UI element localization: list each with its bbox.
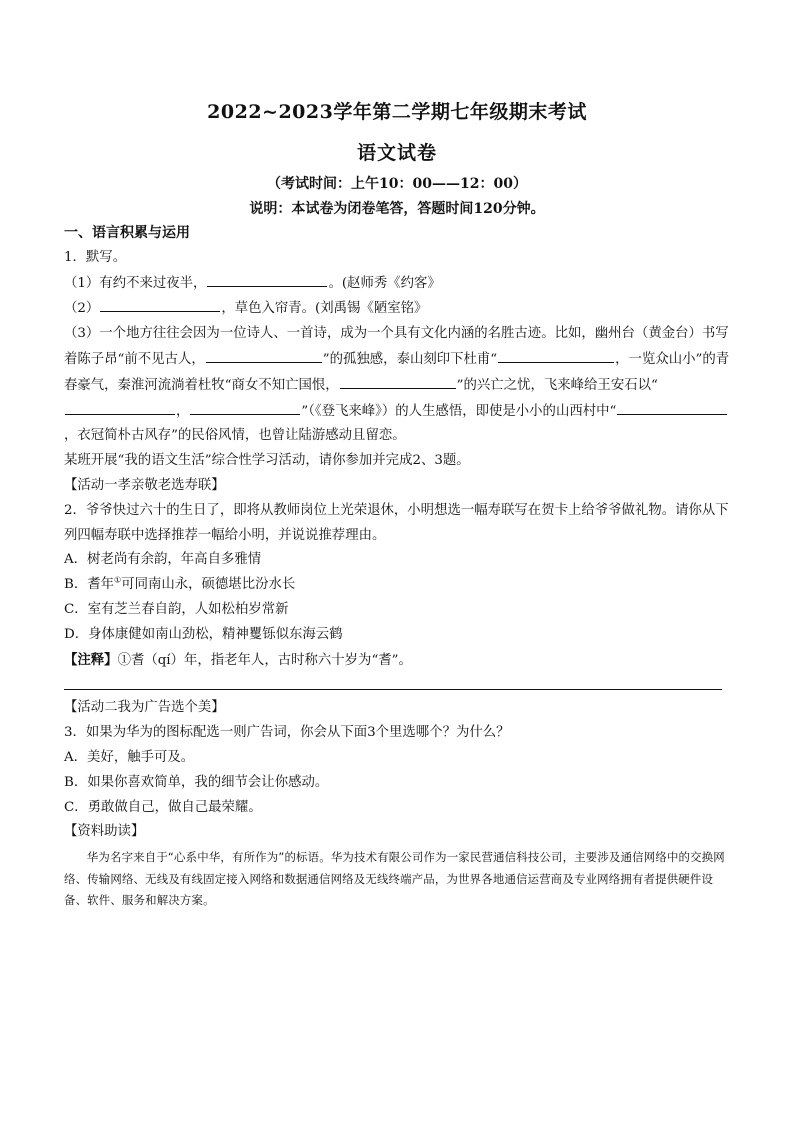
text-segment: ，一览众山小”的青春豪气，秦淮河流淌着杜牧“商女不知亡国恨， bbox=[64, 351, 730, 393]
answer-blank[interactable] bbox=[617, 399, 727, 415]
question-1-item-3 bbox=[64, 322, 732, 449]
question-1-item-1 bbox=[64, 271, 732, 297]
answer-blank[interactable] bbox=[190, 399, 300, 415]
section-title: 一、语言积累与运用 bbox=[64, 225, 190, 241]
text-segment: ”的兴亡之忧，飞来峰给王安石以“ bbox=[456, 377, 658, 393]
annotation-label: 【注释】 bbox=[64, 651, 118, 668]
text-segment: （1）有约不来过夜半， bbox=[64, 275, 207, 291]
reading-text: 华为名字来自于“心系中华，有所作为”的标语。华为技术有限公司作为一家民营通信科技公司，主要涉及通信网络中的交换网络、传输网络、无线及有线固定接入网络和数据通信网络及无线终端产品，为世界各地通信运营商及专业网络拥有者提供硬件设备、软件、服务和解决方案。 bbox=[64, 850, 725, 908]
answer-blank[interactable] bbox=[340, 373, 456, 389]
answer-blank[interactable] bbox=[65, 399, 175, 415]
text-segment: （2） bbox=[64, 301, 100, 317]
footnote-marker: ① bbox=[114, 575, 122, 585]
exam-time: （考试时间：上午10：00——12：00） bbox=[267, 176, 527, 192]
answer-blank[interactable] bbox=[100, 296, 220, 312]
exam-content bbox=[64, 221, 732, 912]
activity-2-title: 【活动二我为广告选个美】 bbox=[64, 700, 225, 716]
answer-blank[interactable] bbox=[498, 347, 614, 363]
question-3-option-c: C．勇敢做自己，做自己最荣耀。 bbox=[64, 799, 262, 815]
question-2: 2．爷爷快过六十的生日了，即将从教师岗位上光荣退休，小明想选一幅寿联写在贺卡上给爷爷做礼物。请你从下列四幅寿联中选择推荐一幅给小明，并说说推荐理由。 bbox=[64, 502, 729, 543]
question-3-option-a: A．美好，触手可及。 bbox=[64, 749, 195, 765]
text-segment: B．耆年 bbox=[64, 577, 115, 593]
question-1-item-2 bbox=[64, 296, 732, 322]
exam-subtitle: 语文试卷 bbox=[356, 142, 437, 164]
question-2-option-b bbox=[64, 573, 732, 598]
activity-intro: 某班开展“我的语文生活”综合性学习活动，请你参加并完成2、3题。 bbox=[64, 453, 470, 469]
question-2-option-c: C．室有芝兰春自韵，人如松柏岁常新 bbox=[64, 601, 289, 617]
answer-blank[interactable] bbox=[207, 271, 327, 287]
text-segment: ”的孤独感，泰山刻印下杜甫“ bbox=[322, 351, 498, 367]
text-segment: ，衣冠简朴古风存”的民俗风情，也曾让陆游感动且留恋。 bbox=[64, 428, 406, 444]
question-3-option-b: B．如果你喜欢简单，我的细节会让你感动。 bbox=[64, 774, 329, 790]
text-segment: ， bbox=[176, 403, 190, 419]
reading-title: 【资料助读】 bbox=[64, 824, 145, 840]
text-segment: 可同南山永，硕德堪比汾水长 bbox=[121, 577, 296, 593]
text-segment: （3）一个地方往往会因为一位诗人、一首诗，成为一个具有文化内涵的名胜古迹。比如，幽州台（黄金台）书写着陈子昂“前不见古人， bbox=[64, 326, 729, 367]
text-segment: ，草色入帘青。(刘禹锡《陋室铭》 bbox=[221, 301, 428, 317]
question-2-option-a: A．树老尚有余韵，年高自多雅情 bbox=[64, 552, 262, 568]
annotation bbox=[64, 648, 732, 674]
question-1-stem: 1．默写。 bbox=[64, 249, 127, 265]
text-segment: ”（《登飞来峰》）的人生感悟，即使是小小的山西村中“ bbox=[301, 403, 617, 419]
question-3: 3．如果为华为的图标配选一则广告词，你会从下面3个里选哪个？为什么？ bbox=[64, 725, 510, 741]
question-2-option-d: D．身体康健如南山劲松，精神矍铄似东海云鹤 bbox=[64, 626, 343, 642]
answer-blank[interactable] bbox=[206, 347, 322, 363]
activity-1-title: 【活动一孝亲敬老选寿联】 bbox=[64, 477, 225, 493]
annotation-text: ①耆（qí）年，指老年人，古时称六十岁为“耆”。 bbox=[117, 652, 412, 668]
exam-note: 说明：本试卷为闭卷笔答，答题时间120分钟。 bbox=[249, 201, 545, 217]
text-segment: 。(赵师秀《约客》 bbox=[328, 275, 441, 291]
answer-line[interactable] bbox=[64, 689, 722, 690]
exam-title: 2022~2023学年第二学期七年级期末考试 bbox=[207, 101, 587, 123]
